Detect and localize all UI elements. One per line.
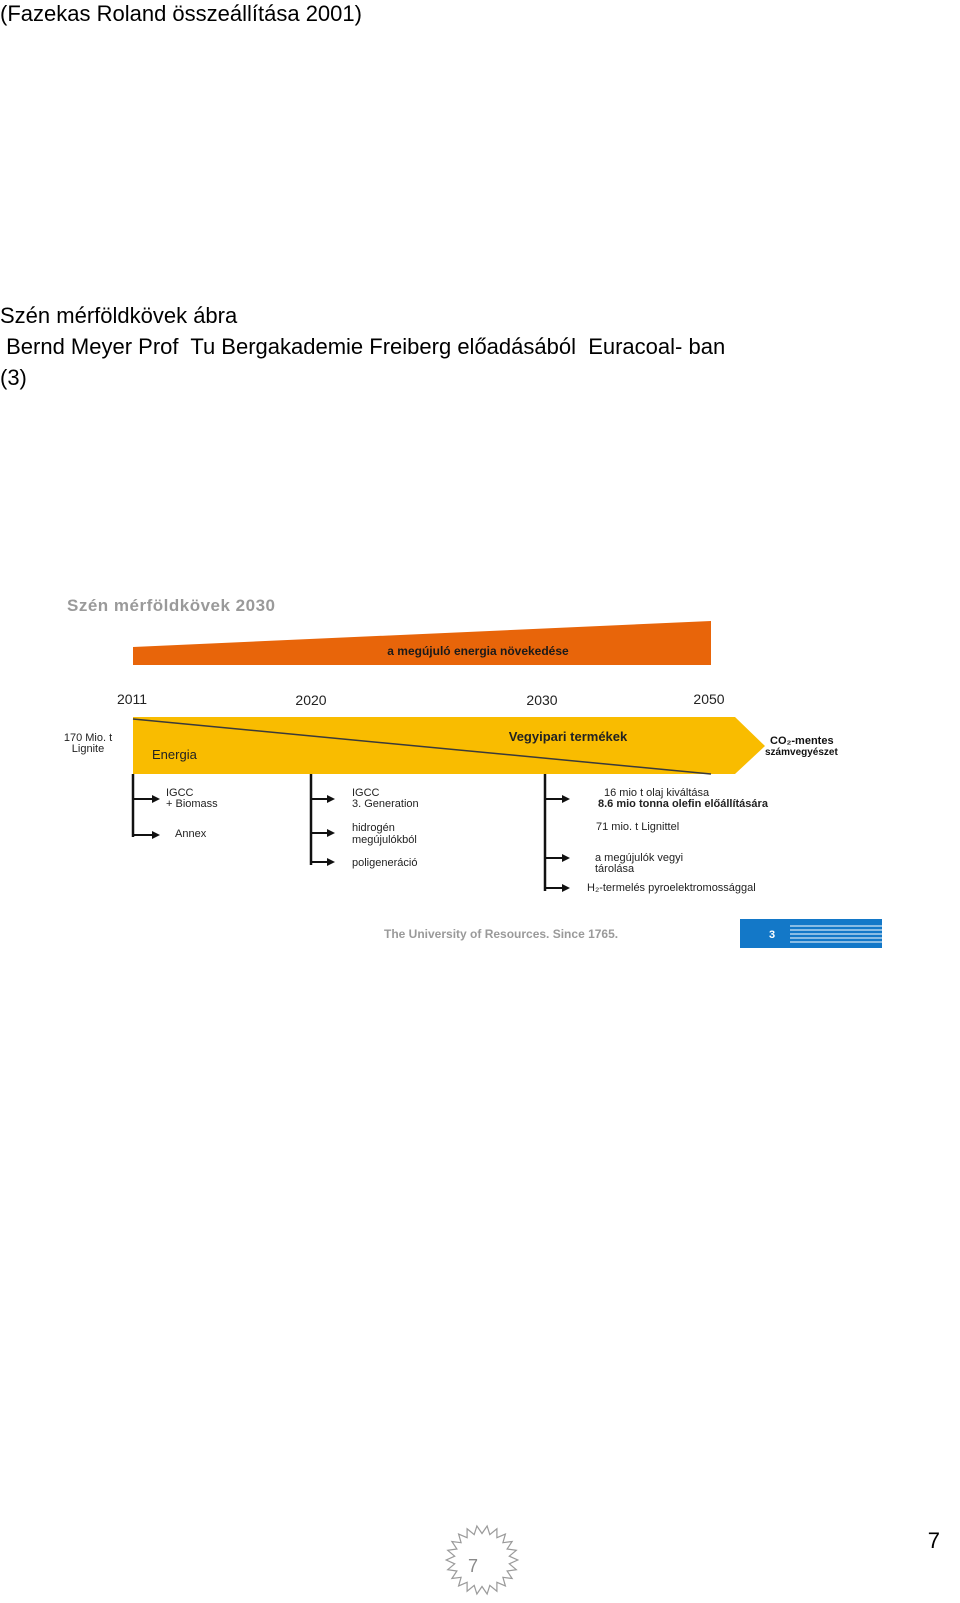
col3-item3-line2: tárolása bbox=[595, 863, 635, 875]
col2-item3: poligeneráció bbox=[352, 857, 418, 869]
col3-arrowhead-1 bbox=[562, 795, 570, 803]
col2-arrowhead-3 bbox=[327, 858, 335, 866]
col1-arrowhead-2 bbox=[152, 831, 160, 839]
col1-arrowhead-1 bbox=[152, 795, 160, 803]
col3-arrowhead-2 bbox=[562, 854, 570, 862]
header-line: (Fazekas Roland összeállítása 2001) bbox=[0, 1, 362, 26]
col2-item1-line2: 3. Generation bbox=[352, 798, 419, 810]
col2-item2-line1: hidrogén bbox=[352, 822, 395, 834]
col3-item3-line1: a megújulók vegyi bbox=[595, 852, 684, 864]
co2-chemistry-label: számvegyészet bbox=[765, 747, 838, 758]
co2-free-label: CO₂-mentes bbox=[770, 735, 834, 747]
chemical-products-label: Vegyipari termékek bbox=[508, 729, 628, 744]
col1-item1-line2: + Biomass bbox=[166, 798, 218, 810]
year-2030: 2030 bbox=[526, 692, 558, 708]
col3-item4: H₂-termelés pyroelektromossággal bbox=[587, 882, 756, 894]
figure-title: Szén mérföldkövek 2030 bbox=[67, 596, 276, 615]
year-2020: 2020 bbox=[295, 692, 327, 708]
renewables-growth-label: a megújuló energia növekedése bbox=[387, 644, 569, 658]
col2-item2-line2: megújulókból bbox=[352, 834, 417, 846]
col3-item1-line1: 16 mio t olaj kiváltása bbox=[604, 787, 710, 799]
col2-arrowhead-1 bbox=[327, 795, 335, 803]
emblem-page-number: 7 bbox=[468, 1556, 479, 1576]
col3-item1-line2: 8.6 mio tonna olefin előállítására bbox=[598, 798, 768, 810]
lignite-amount: 170 Mio. t bbox=[63, 732, 113, 744]
caption-line-1: Szén mérföldkövek ábra bbox=[0, 303, 238, 328]
col3-arrowhead-3 bbox=[562, 884, 570, 892]
page-number: 7 bbox=[927, 1528, 940, 1553]
col3-item2: 71 mio. t Lignittel bbox=[596, 821, 680, 833]
caption-line-3: (3) bbox=[0, 365, 27, 390]
page-number-emblem bbox=[428, 1523, 536, 1597]
timeline-arrow bbox=[133, 717, 765, 774]
col2-item1-line1: IGCC bbox=[352, 787, 380, 799]
year-2011: 2011 bbox=[116, 691, 148, 707]
year-2050: 2050 bbox=[693, 691, 725, 707]
energy-label: Energia bbox=[152, 747, 197, 762]
col1-item1-line1: IGCC bbox=[166, 787, 194, 799]
university-tagline: The University of Resources. Since 1765. bbox=[384, 927, 619, 941]
starburst-icon bbox=[446, 1526, 518, 1594]
coal-milestones-figure bbox=[0, 560, 960, 980]
col1-item2: Annex bbox=[175, 828, 207, 840]
lignite-label: Lignite bbox=[71, 743, 105, 755]
renewables-growth-band bbox=[133, 621, 711, 665]
slide-number: 3 bbox=[768, 929, 776, 941]
caption-line-2: Bernd Meyer Prof Tu Bergakademie Freiberg előadásából Euracoal- ban bbox=[0, 334, 726, 359]
col2-arrowhead-2 bbox=[327, 829, 335, 837]
